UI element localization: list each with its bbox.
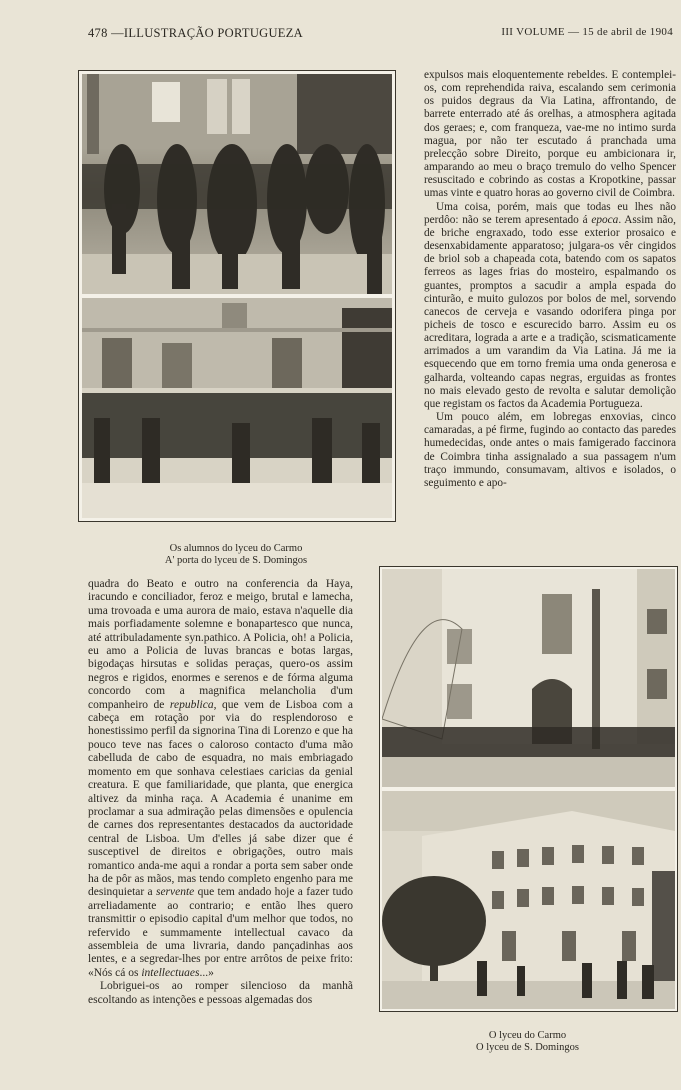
page-header [88, 26, 673, 44]
photo-students-lyceu-door [82, 298, 392, 518]
photo-lyceu-carmo [382, 569, 675, 787]
paragraph [88, 578, 353, 980]
text-run: . Assim não, de briche engraxado, todo esse exterior prosaico e desenxabidamente apparatoso; julgara-os vêr cingidos de briol sob a chapeada cota, batendo com os sapatos ferreos as lages frias do mosteiro, espalmando os guantes, promptos a sacudir a ampla espada do cinturão, e muito gulozos por bolos de mel, sorvendo canecos de cerveja e vasando odorifera pinga por picheis de tosco e escurecido barro. Assim eu os acreditara, lograda a arte e a tradição, scismaticamente arrimados a um varandim da Via Latina. Já me ia esquecendo que em torno fremia uma onda generosa e galharda, volteando capas negras, erguidas as frontes no mais elevado gesto de revolta e salutar demolição que registam os factos da Academia Portugueza. [424, 213, 676, 410]
text-run: Uma coisa, porém, mais que todas eu lhes não perdôo: não se terem apresentado á [424, 200, 676, 226]
caption-line: O lyceu de S. Domingos [476, 1042, 579, 1053]
italic-text: epoca [591, 213, 619, 226]
text-column-left-bottom [88, 578, 353, 1007]
text-column-right-top [424, 69, 676, 490]
bottom-photo-caption [379, 1030, 676, 1054]
bottom-photo-frame [379, 566, 678, 1012]
italic-text: republica [169, 698, 214, 711]
paragraph: Lobriguei-os ao romper silencioso da manhã escoltando as intenções e pessoas algemadas dos [88, 980, 353, 1006]
publication-title: —ILLUSTRAÇÃO PORTUGUEZA [111, 26, 304, 40]
issue-date: — 15 de abril de 1904 [568, 26, 673, 38]
page-number: 478 [88, 26, 108, 40]
caption-line: O lyceu do Carmo [488, 1030, 567, 1041]
italic-text: servente [155, 886, 195, 899]
header-right [501, 26, 673, 38]
text-run: , que vem de Lisboa com a cabeça em rotação por via do resplendoroso e honestissimo perfil da signorina Tina di Lorenzo e que ha pouco teve nas faces o caloroso contacto d'uma mão cabelluda de cabo de esquadra, no mais embriagado momento em que sonhava celestiaes caricias da genial creatura. E que familiaridade, que planta, que energica altivez da minha raça. A Academia é unanime em proclamar a sua admiração pelas dimensões e opulencia de carnes dos representantes destacados da auctoridade central de Lisboa. Um d'elles já sabe dizer que é susceptivel de direitos e obrigações, outro mais romantico anda-me aqui a rondar a porta sem saber onde ha de pôr as mãos, mas tendo completo engenho para me desinquietar a [88, 698, 353, 899]
text-run: ...» [199, 966, 214, 979]
caption-line: Os alumnos do lyceu do Carmo [169, 543, 303, 554]
text-run: que tem andado hoje a fazer tudo arreliadamente ao contrario; e então lhes quero transmittir o episodio capital d'um melhor que todos, no refervido e summamente intellectual cavaco da assembleia de uma livraria, dando pançadinhas aos lentes, e a segredar-lhes por entre arrôtos de peixe frito: «Nós cá os [88, 886, 353, 979]
top-photo-frame [78, 70, 396, 522]
italic-text: intellectuaes [141, 966, 200, 979]
top-photo-caption [78, 543, 394, 567]
volume-label: III VOLUME [501, 26, 565, 38]
text-run: quadra do Beato e outro na conferencia da Haya, iracundo e conciliador, feroz e meigo, brutal e lamecha, uma trovoada e uma aurora de maio, estava n'aquelle dia mais porfiadamente solemne e bonapartesco que nunca, até attribuladamente syn.pathico. A Policia, oh! a Policia, eu amo a Policia de luvas brancas e botas largas, bigodaças hirsutas e solidas peraças, quero-os assim negros e rigidos, enormes e serenos e de fórma alguma concordo com a magnifica melancholia d'um companheiro de [88, 578, 353, 711]
photo-students-street [82, 74, 392, 294]
photo-lyceu-s-domingos [382, 791, 675, 1009]
paragraph [424, 201, 676, 412]
header-left [88, 26, 303, 41]
paragraph: expulsos mais eloquentemente rebeldes. E contemplei-os, com reprehendida raiva, escalando sem cerimonia os puidos degraus da Via Latina, affrontando, de barrete enterrado até ás orelhas, a atmosphera agitada dos geraes; e, com franqueza, vae-me no intimo surda magua, por não ter escutado á pranchada uma prelecção sobre Direito, porque eu ambicionara ir, amparando ao meu o braço tremulo do velho Spencer resuscitado e cobrindo as costas a Kropotkine, passar umas vinte e quatro horas ao governo civil de Coimbra. [424, 69, 676, 200]
paragraph: Um pouco além, em lobregas enxovias, cinco camaradas, a pé firme, fugindo ao contacto das paredes humedecidas, onde antes o mais famigerado faccinora de Coimbra tinha assignalado a sua passagem n'um traço immundo, consumavam, altivos e isolados, o seguimento e apo- [424, 411, 676, 489]
caption-line: A' porta do lyceu de S. Domingos [164, 555, 308, 566]
